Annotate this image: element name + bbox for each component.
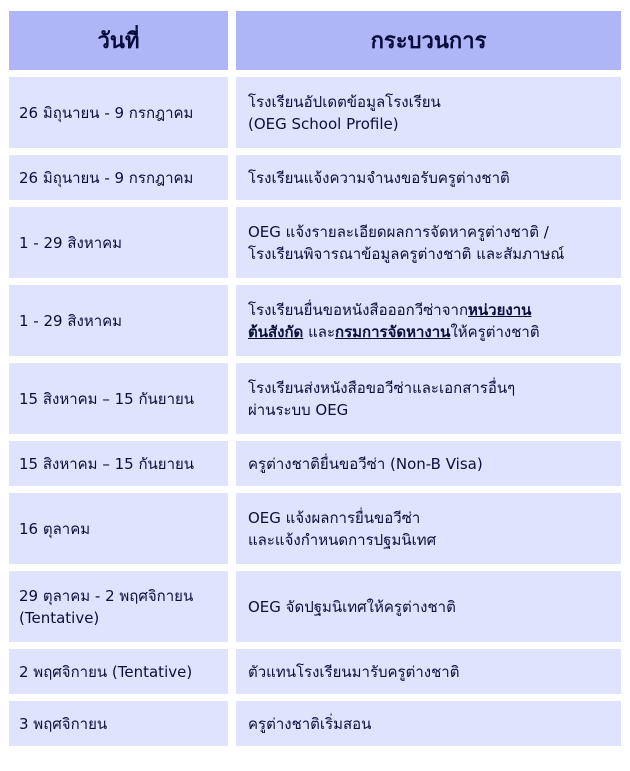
date-cell: 15 สิงหาคม – 15 กันยายน bbox=[9, 441, 228, 486]
underlined-agency-cont: ต้นสังกัด bbox=[248, 322, 304, 341]
process-line: OEG แจ้งรายละเอียดผลการจัดหาครูต่างชาติ / bbox=[248, 222, 549, 241]
date-cell: 26 มิถุนายน - 9 กรกฎาคม bbox=[9, 155, 228, 200]
process-line: ครูต่างชาติเริ่มสอน bbox=[248, 714, 372, 733]
process-line: ครูต่างชาติยื่นขอวีซ่า (Non-B Visa) bbox=[248, 454, 483, 473]
date-cell: 1 - 29 สิงหาคม bbox=[9, 285, 228, 356]
process-line: OEG แจ้งผลการยื่นขอวีซ่า bbox=[248, 508, 421, 527]
process-line: โรงเรียนแจ้งความจำนงขอรับครูต่างชาติ bbox=[248, 168, 510, 187]
process-cell bbox=[236, 441, 621, 486]
schedule-table bbox=[9, 11, 621, 746]
date-cell: 3 พฤศจิกายน bbox=[9, 701, 228, 746]
underlined-agency: หน่วยงาน bbox=[468, 300, 532, 319]
process-line: โรงเรียนส่งหนังสือขอวีซ่าและเอกสารอื่นๆ bbox=[248, 378, 516, 397]
process-cell bbox=[236, 207, 621, 278]
date-cell: 16 ตุลาคม bbox=[9, 493, 228, 564]
date-cell: 1 - 29 สิงหาคม bbox=[9, 207, 228, 278]
process-cell bbox=[236, 363, 621, 434]
process-cell bbox=[236, 285, 621, 356]
date-cell: 15 สิงหาคม – 15 กันยายน bbox=[9, 363, 228, 434]
process-cell bbox=[236, 493, 621, 564]
process-text: โรงเรียนยื่นขอหนังสือออกวีซ่าจาก bbox=[248, 300, 469, 319]
process-text: ให้ครูต่างชาติ bbox=[450, 322, 540, 341]
date-cell bbox=[9, 571, 228, 642]
process-cell bbox=[236, 701, 621, 746]
process-text: และ bbox=[303, 322, 335, 341]
process-line: ตัวแทนโรงเรียนมารับครูต่างชาติ bbox=[248, 662, 460, 681]
process-cell bbox=[236, 77, 621, 148]
process-cell bbox=[236, 649, 621, 694]
process-line: OEG จัดปฐมนิเทศให้ครูต่างชาติ bbox=[248, 597, 456, 616]
process-cell bbox=[236, 571, 621, 642]
date-line: 29 ตุลาคม - 2 พฤศจิกายน bbox=[19, 586, 194, 605]
date-column-header: วันที่ bbox=[9, 11, 228, 70]
process-line: (OEG School Profile) bbox=[248, 114, 399, 133]
process-line: โรงเรียนพิจารณาข้อมูลครูต่างชาติ และสัมภาษณ์ bbox=[248, 244, 565, 263]
process-line: และแจ้งกำหนดการปฐมนิเทศ bbox=[248, 530, 437, 549]
process-line: ผ่านระบบ OEG bbox=[248, 400, 349, 419]
process-line: โรงเรียนอัปเดตข้อมูลโรงเรียน bbox=[248, 92, 441, 111]
date-line: (Tentative) bbox=[19, 608, 100, 627]
underlined-department: กรมการจัดหางาน bbox=[335, 322, 451, 341]
process-column-header: กระบวนการ bbox=[236, 11, 621, 70]
date-cell: 26 มิถุนายน - 9 กรกฎาคม bbox=[9, 77, 228, 148]
process-cell bbox=[236, 155, 621, 200]
date-cell: 2 พฤศจิกายน (Tentative) bbox=[9, 649, 228, 694]
